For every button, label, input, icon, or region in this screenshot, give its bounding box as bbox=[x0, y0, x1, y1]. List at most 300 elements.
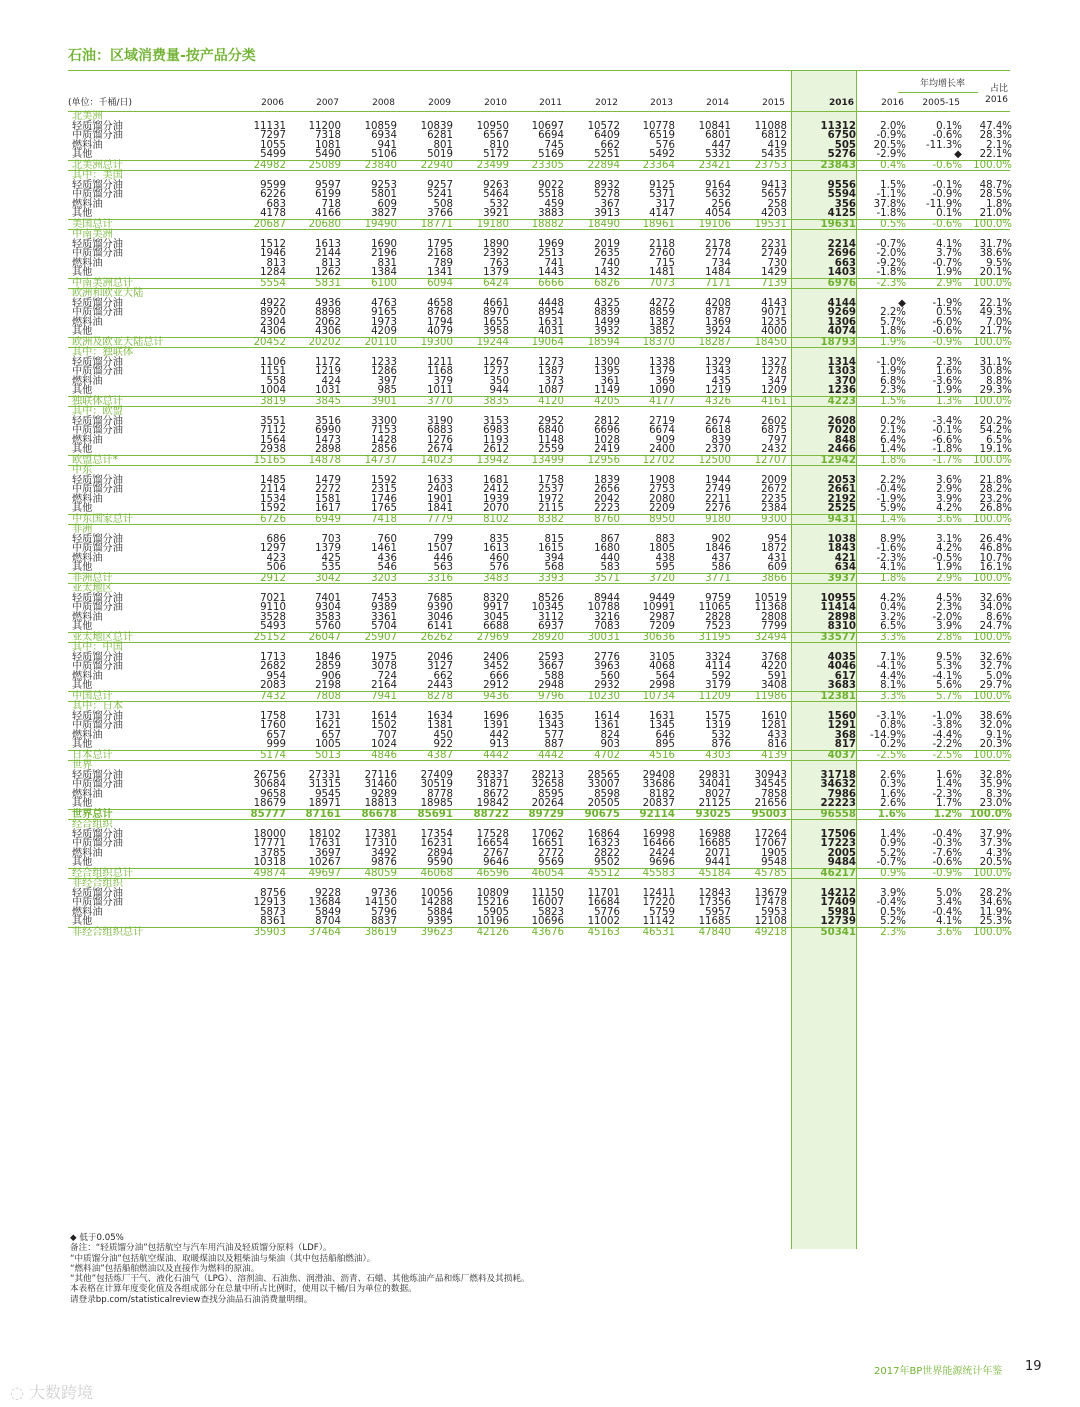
value-cell: 2.3% bbox=[936, 602, 962, 613]
value-cell: 19244 bbox=[476, 336, 509, 348]
region-section bbox=[68, 170, 1010, 229]
value-cell: 18679 bbox=[253, 798, 286, 809]
value-cell: -1.7% bbox=[932, 454, 962, 466]
value-cell: 1690 bbox=[371, 238, 397, 250]
value-cell: 586 bbox=[711, 562, 731, 573]
value-cell: 9180 bbox=[705, 513, 731, 525]
value-cell: 3.6% bbox=[936, 474, 962, 486]
value-cell: 8595 bbox=[538, 788, 564, 800]
value-cell: 22894 bbox=[587, 159, 620, 171]
value-cell: 1758 bbox=[260, 710, 286, 722]
value-cell: 3551 bbox=[260, 415, 286, 427]
value-cell: 1485 bbox=[260, 474, 286, 486]
product-label: 其他 bbox=[72, 562, 93, 573]
value-cell: 2.2% bbox=[880, 307, 906, 318]
product-label: 燃料油 bbox=[72, 906, 103, 918]
value-cell: 32.6% bbox=[979, 651, 1012, 663]
value-cell: 1286 bbox=[371, 366, 397, 377]
value-cell: 31.7% bbox=[979, 238, 1012, 250]
footnote-line: “燃料油”包括船舶燃油以及直接作为燃料的原油。 bbox=[70, 1263, 260, 1274]
total-label: 世界总计 bbox=[72, 808, 113, 820]
value-cell: 8970 bbox=[483, 307, 509, 318]
value-cell: 20505 bbox=[587, 798, 620, 809]
value-cell: 31718 bbox=[820, 769, 856, 781]
value-cell: 5493 bbox=[260, 621, 286, 632]
value-cell: 8768 bbox=[427, 307, 453, 318]
value-cell: 2696 bbox=[827, 248, 856, 259]
value-cell: -1.8% bbox=[876, 208, 906, 219]
value-cell: 3785 bbox=[260, 847, 286, 859]
value-cell: 1055 bbox=[260, 139, 286, 151]
value-cell: 9413 bbox=[761, 179, 787, 191]
value-cell: 1.9% bbox=[936, 385, 962, 396]
value-cell: 3078 bbox=[371, 661, 397, 672]
table-row bbox=[68, 731, 1010, 741]
value-cell: 535 bbox=[321, 562, 341, 573]
value-cell: 5760 bbox=[315, 621, 341, 632]
value-cell: 12381 bbox=[820, 690, 856, 702]
value-cell: 28.3% bbox=[979, 130, 1012, 141]
value-cell: 93025 bbox=[695, 808, 731, 820]
value-cell: 3.4% bbox=[936, 897, 962, 908]
value-cell: 2772 bbox=[538, 847, 564, 859]
value-cell: 37.3% bbox=[979, 838, 1012, 849]
value-cell: 368 bbox=[834, 729, 856, 741]
value-cell: 7318 bbox=[315, 130, 341, 141]
total-label: 亚太地区总计 bbox=[72, 631, 134, 643]
value-cell: 49697 bbox=[308, 867, 341, 879]
value-cell: 1.8% bbox=[986, 198, 1012, 210]
value-cell: 4147 bbox=[649, 208, 675, 219]
value-cell: 2272 bbox=[315, 484, 341, 495]
value-cell: 450 bbox=[433, 729, 453, 741]
value-cell: 10.7% bbox=[979, 552, 1012, 564]
value-cell: 9658 bbox=[260, 788, 286, 800]
value-cell: 3105 bbox=[649, 651, 675, 663]
value-cell: -2.0% bbox=[932, 611, 962, 623]
value-cell: 3.9% bbox=[880, 887, 906, 899]
value-cell: 8704 bbox=[315, 916, 341, 927]
value-cell: -0.4% bbox=[876, 897, 906, 908]
value-cell: 1.5% bbox=[880, 395, 906, 407]
value-cell: 558 bbox=[266, 375, 286, 387]
value-cell: 1361 bbox=[594, 720, 620, 731]
value-cell: 17354 bbox=[420, 828, 453, 840]
value-cell: 1534 bbox=[260, 493, 286, 505]
value-cell: 2.8% bbox=[936, 631, 962, 643]
value-cell: 16684 bbox=[587, 897, 620, 908]
value-cell: 33007 bbox=[587, 779, 620, 790]
value-cell: 6094 bbox=[427, 277, 453, 289]
value-cell: 2198 bbox=[315, 680, 341, 691]
value-cell: 1613 bbox=[315, 238, 341, 250]
value-cell: 810 bbox=[489, 139, 509, 151]
total-label: 中南美洲总计 bbox=[72, 277, 134, 289]
value-cell: 35903 bbox=[253, 926, 286, 938]
product-label: 燃料油 bbox=[72, 198, 103, 210]
value-cell: 6618 bbox=[705, 425, 731, 436]
value-cell: 2822 bbox=[594, 847, 620, 859]
value-cell: 2513 bbox=[538, 248, 564, 259]
value-cell: 20.2% bbox=[979, 415, 1012, 427]
value-cell: 12702 bbox=[642, 454, 675, 466]
product-label: 中质馏分油 bbox=[72, 248, 123, 259]
value-cell: 2674 bbox=[427, 444, 453, 455]
value-cell: 2894 bbox=[427, 847, 453, 859]
value-cell: -2.9% bbox=[876, 149, 906, 160]
value-cell: 9389 bbox=[371, 602, 397, 613]
product-label: 燃料油 bbox=[72, 611, 103, 623]
value-cell: 50341 bbox=[820, 926, 856, 938]
value-cell: 1908 bbox=[649, 474, 675, 486]
value-cell: 431 bbox=[767, 552, 787, 564]
value-cell: 2719 bbox=[649, 415, 675, 427]
value-cell: 3483 bbox=[483, 572, 509, 584]
product-label: 中质馏分油 bbox=[72, 189, 123, 200]
value-cell: 46531 bbox=[642, 926, 675, 938]
value-cell: 8760 bbox=[594, 513, 620, 525]
value-cell: 1343 bbox=[705, 366, 731, 377]
value-cell: 6281 bbox=[427, 130, 453, 141]
value-cell: 1387 bbox=[538, 366, 564, 377]
value-cell: 1473 bbox=[315, 434, 341, 446]
value-cell: 2419 bbox=[594, 444, 620, 455]
value-cell: 2932 bbox=[594, 680, 620, 691]
value-cell: 100.0% bbox=[973, 218, 1012, 230]
growth-label: 年均增长率 bbox=[920, 79, 966, 89]
value-cell: 8102 bbox=[483, 513, 509, 525]
value-cell: 1592 bbox=[371, 474, 397, 486]
value-cell: 49874 bbox=[253, 867, 286, 879]
value-cell: 5.7% bbox=[880, 316, 906, 328]
product-label: 中质馏分油 bbox=[72, 720, 123, 731]
value-cell: 12108 bbox=[754, 916, 787, 927]
value-cell: 46217 bbox=[820, 867, 856, 879]
value-cell: 595 bbox=[655, 562, 675, 573]
value-cell: 5464 bbox=[483, 189, 509, 200]
value-cell: 4.5% bbox=[936, 592, 962, 604]
value-cell: -2.3% bbox=[876, 552, 906, 564]
value-cell: 1443 bbox=[538, 267, 564, 278]
value-cell: 1011 bbox=[427, 385, 453, 396]
value-cell: 2.1% bbox=[986, 139, 1012, 151]
value-cell: 4303 bbox=[705, 749, 731, 761]
value-cell: -0.9% bbox=[932, 189, 962, 200]
value-cell: 9300 bbox=[761, 513, 787, 525]
value-cell: 4448 bbox=[538, 297, 564, 309]
value-cell: 954 bbox=[767, 533, 787, 545]
value-cell: 13499 bbox=[531, 454, 564, 466]
total-row bbox=[68, 396, 1010, 407]
region-section bbox=[68, 819, 1010, 878]
value-cell: 2304 bbox=[260, 316, 286, 328]
value-cell: 2384 bbox=[761, 503, 787, 514]
value-cell: 9125 bbox=[649, 179, 675, 191]
value-cell: 592 bbox=[711, 670, 731, 682]
value-cell: 9502 bbox=[594, 857, 620, 868]
value-cell: 17223 bbox=[820, 838, 856, 849]
region-name: 其中：中国 bbox=[72, 642, 123, 653]
value-cell: 1.6% bbox=[880, 788, 906, 800]
value-cell: 5241 bbox=[427, 189, 453, 200]
value-cell: 28.2% bbox=[979, 484, 1012, 495]
value-cell: 2209 bbox=[649, 503, 675, 514]
value-cell: -0.4% bbox=[932, 828, 962, 840]
value-cell: 24.7% bbox=[979, 621, 1012, 632]
value-cell: 442 bbox=[489, 729, 509, 741]
value-cell: 3324 bbox=[705, 651, 731, 663]
value-cell: 1635 bbox=[538, 710, 564, 722]
value-cell: 18594 bbox=[587, 336, 620, 348]
value-cell: 9228 bbox=[315, 887, 341, 899]
value-cell: 8361 bbox=[260, 916, 286, 927]
value-cell: 17356 bbox=[698, 897, 731, 908]
value-cell: 1303 bbox=[827, 366, 856, 377]
value-cell: -2.5% bbox=[932, 749, 962, 761]
value-cell: 813 bbox=[321, 257, 341, 269]
value-cell: 3766 bbox=[427, 208, 453, 219]
value-cell: 6100 bbox=[371, 277, 397, 289]
value-cell: 2635 bbox=[594, 248, 620, 259]
value-cell: 663 bbox=[834, 257, 856, 269]
value-cell: 4054 bbox=[705, 208, 731, 219]
value-cell: 5831 bbox=[315, 277, 341, 289]
value-cell: 1403 bbox=[827, 267, 856, 278]
value-cell: 1038 bbox=[827, 533, 856, 545]
value-cell: 47840 bbox=[698, 926, 731, 938]
table-row bbox=[68, 681, 1010, 691]
value-cell: 6826 bbox=[594, 277, 620, 289]
value-cell: -0.7% bbox=[876, 857, 906, 868]
value-cell: 5435 bbox=[761, 149, 787, 160]
value-cell: 2559 bbox=[538, 444, 564, 455]
value-cell: 1901 bbox=[427, 493, 453, 505]
value-cell: 3492 bbox=[371, 847, 397, 859]
value-cell: 5332 bbox=[705, 149, 731, 160]
value-cell: 19300 bbox=[420, 336, 453, 348]
value-cell: 4702 bbox=[594, 749, 620, 761]
value-cell: 4074 bbox=[827, 326, 856, 337]
value-cell: 9110 bbox=[260, 602, 286, 613]
value-cell: 1758 bbox=[538, 474, 564, 486]
value-cell: 7020 bbox=[827, 425, 856, 436]
table-row bbox=[68, 445, 1010, 455]
value-cell: -11.9% bbox=[925, 198, 962, 210]
value-cell: 11131 bbox=[253, 120, 286, 132]
value-cell: 3883 bbox=[538, 208, 564, 219]
value-cell: 16651 bbox=[531, 838, 564, 849]
product-label: 燃料油 bbox=[72, 552, 103, 564]
value-cell: 26047 bbox=[308, 631, 341, 643]
value-cell: 1872 bbox=[761, 543, 787, 554]
value-cell: -0.4% bbox=[932, 906, 962, 918]
value-cell: 5884 bbox=[427, 906, 453, 918]
value-cell: 92114 bbox=[639, 808, 675, 820]
product-label: 中质馏分油 bbox=[72, 543, 123, 554]
value-cell: 6.8% bbox=[880, 375, 906, 387]
value-cell: 17506 bbox=[820, 828, 856, 840]
value-cell: 12942 bbox=[820, 454, 856, 466]
value-cell: 4035 bbox=[827, 651, 856, 663]
value-cell: 2.2% bbox=[880, 474, 906, 486]
value-cell: 435 bbox=[711, 375, 731, 387]
value-cell: 12843 bbox=[698, 887, 731, 899]
value-cell: 21656 bbox=[754, 798, 787, 809]
value-cell: 100.0% bbox=[973, 159, 1012, 171]
value-cell: 89729 bbox=[528, 808, 564, 820]
value-cell: 703 bbox=[321, 533, 341, 545]
value-cell: ◆ bbox=[954, 149, 962, 160]
value-cell: 12707 bbox=[754, 454, 787, 466]
value-cell: 9796 bbox=[538, 690, 564, 702]
value-cell: 546 bbox=[377, 562, 397, 573]
value-cell: 715 bbox=[655, 257, 675, 269]
value-cell: 876 bbox=[711, 739, 731, 750]
table-row bbox=[68, 209, 1010, 219]
value-cell: 3924 bbox=[705, 326, 731, 337]
consumption-table bbox=[68, 70, 1010, 937]
region-name: 其中：独联体 bbox=[72, 347, 134, 358]
value-cell: 1341 bbox=[427, 267, 453, 278]
value-cell: 33686 bbox=[642, 779, 675, 790]
value-cell: 34545 bbox=[754, 779, 787, 790]
value-cell: 3.6% bbox=[936, 926, 962, 938]
total-label: 经合组织总计 bbox=[72, 867, 134, 879]
total-row bbox=[68, 278, 1010, 289]
value-cell: 583 bbox=[600, 562, 620, 573]
value-cell: 21125 bbox=[698, 798, 731, 809]
value-cell: 17528 bbox=[476, 828, 509, 840]
product-label: 燃料油 bbox=[72, 139, 103, 151]
value-cell: 3.9% bbox=[936, 621, 962, 632]
value-cell: 11.9% bbox=[979, 906, 1012, 918]
value-cell: 16998 bbox=[642, 828, 675, 840]
value-cell: 3452 bbox=[483, 661, 509, 672]
value-cell: -0.9% bbox=[932, 336, 962, 348]
value-cell: 1031 bbox=[315, 385, 341, 396]
table-row bbox=[68, 662, 1010, 672]
value-cell: 17478 bbox=[754, 897, 787, 908]
value-cell: 7808 bbox=[315, 690, 341, 702]
value-cell: 3179 bbox=[705, 680, 731, 691]
region-section bbox=[68, 642, 1010, 701]
value-cell: 13684 bbox=[308, 897, 341, 908]
value-cell: 2223 bbox=[594, 503, 620, 514]
value-cell: 5251 bbox=[594, 149, 620, 160]
value-cell: 7418 bbox=[371, 513, 397, 525]
value-cell: 28.2% bbox=[979, 887, 1012, 899]
value-cell: 29.3% bbox=[979, 385, 1012, 396]
value-cell: 1233 bbox=[371, 356, 397, 368]
value-cell: 437 bbox=[711, 552, 731, 564]
value-cell: 662 bbox=[600, 139, 620, 151]
value-cell: 999 bbox=[266, 739, 286, 750]
value-cell: 1.8% bbox=[880, 326, 906, 337]
value-cell: 1300 bbox=[594, 356, 620, 368]
value-cell: 1614 bbox=[594, 710, 620, 722]
value-cell: -4.1% bbox=[876, 661, 906, 672]
product-label: 中质馏分油 bbox=[72, 484, 123, 495]
value-cell: 32.0% bbox=[979, 720, 1012, 731]
region-name: 世界 bbox=[72, 760, 93, 771]
value-cell: 0.2% bbox=[880, 739, 906, 750]
value-cell: 564 bbox=[655, 670, 675, 682]
value-cell: 0.3% bbox=[880, 779, 906, 790]
value-cell: 8672 bbox=[483, 788, 509, 800]
value-cell: 609 bbox=[767, 562, 787, 573]
table-row bbox=[68, 367, 1010, 377]
value-cell: 2656 bbox=[594, 484, 620, 495]
value-cell: 3683 bbox=[827, 680, 856, 691]
total-label: 非洲总计 bbox=[72, 572, 113, 584]
value-cell: 1969 bbox=[538, 238, 564, 250]
value-cell: 256 bbox=[711, 198, 731, 210]
value-cell: 12500 bbox=[698, 454, 731, 466]
value-cell: 23305 bbox=[531, 159, 564, 171]
total-row bbox=[68, 219, 1010, 230]
value-cell: 1004 bbox=[260, 385, 286, 396]
value-cell: -0.6% bbox=[932, 159, 962, 171]
region-name: 亚太地区 bbox=[72, 583, 113, 594]
value-cell: 5278 bbox=[594, 189, 620, 200]
value-cell: 3583 bbox=[315, 611, 341, 623]
region-section bbox=[68, 583, 1010, 642]
value-cell: 8920 bbox=[260, 307, 286, 318]
value-cell: 100.0% bbox=[973, 926, 1012, 938]
value-cell: 6226 bbox=[260, 189, 286, 200]
value-cell: -6.6% bbox=[932, 434, 962, 446]
value-cell: 18287 bbox=[698, 336, 731, 348]
value-cell: 10788 bbox=[587, 602, 620, 613]
value-cell: -4.1% bbox=[932, 670, 962, 682]
value-cell: 15216 bbox=[476, 897, 509, 908]
value-cell: 5957 bbox=[705, 906, 731, 918]
value-cell: -3.8% bbox=[932, 720, 962, 731]
footnote-line: 请登录bp.com/statisticalreview查找分油品石油消费量明细。 bbox=[70, 1294, 313, 1305]
region-section bbox=[68, 701, 1010, 760]
value-cell: 370 bbox=[834, 375, 856, 387]
value-cell: -2.3% bbox=[876, 277, 906, 289]
value-cell: 0.4% bbox=[880, 602, 906, 613]
product-label: 轻质馏分油 bbox=[72, 415, 123, 427]
value-cell: 2898 bbox=[315, 444, 341, 455]
value-cell: 4161 bbox=[761, 395, 787, 407]
value-cell: 34041 bbox=[698, 779, 731, 790]
value-cell: 10318 bbox=[253, 857, 286, 868]
value-cell: 18813 bbox=[364, 798, 397, 809]
value-cell: 20.5% bbox=[873, 139, 906, 151]
value-cell: 2612 bbox=[483, 444, 509, 455]
value-cell: 1.6% bbox=[936, 769, 962, 781]
value-cell: 11414 bbox=[820, 602, 856, 613]
value-cell: -11.3% bbox=[925, 139, 962, 151]
value-cell: 1746 bbox=[371, 493, 397, 505]
value-cell: 1319 bbox=[705, 720, 731, 731]
value-cell: 1.8% bbox=[880, 572, 906, 584]
value-cell: 42126 bbox=[476, 926, 509, 938]
value-cell: 1479 bbox=[315, 474, 341, 486]
value-cell: 5.6% bbox=[936, 680, 962, 691]
value-cell: 1273 bbox=[538, 356, 564, 368]
value-cell: 2856 bbox=[371, 444, 397, 455]
value-cell: 10696 bbox=[531, 916, 564, 927]
value-cell: 817 bbox=[834, 739, 856, 750]
value-cell: 7779 bbox=[427, 513, 453, 525]
value-cell: 6.4% bbox=[880, 434, 906, 446]
value-cell: 1613 bbox=[483, 543, 509, 554]
value-cell: 6694 bbox=[538, 130, 564, 141]
value-cell: 15165 bbox=[253, 454, 286, 466]
